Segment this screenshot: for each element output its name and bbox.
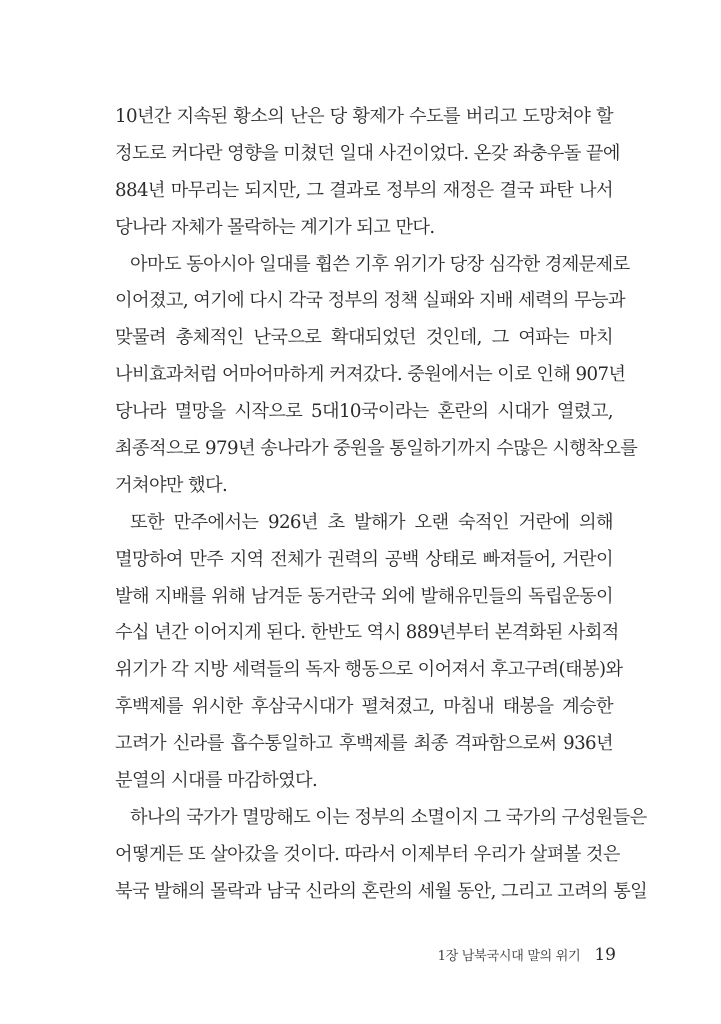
text-line: 고려가 신라를 흡수통일하고 후백제를 최종 격파함으로써 936년 (115, 733, 613, 755)
text-line: 또한 만주에서는 926년 초 발해가 오랜 숙적인 거란에 의해 (130, 511, 613, 533)
text-line: 위기가 각 지방 세력들의 독자 행동으로 이어져서 후고구려(태봉)와 (115, 659, 623, 681)
text-line: 나비효과처럼 어마어마하게 커져갔다. 중원에서는 이로 인해 907년 (115, 364, 626, 386)
text-line: 10년간 지속된 황소의 난은 당 황제가 수도를 버리고 도망쳐야 할 (115, 106, 613, 127)
text-line: 북국 발해의 몰락과 남국 신라의 혼란의 세월 동안, 그리고 고려의 통일 (115, 880, 648, 902)
text-line: 하나의 국가가 멸망해도 이는 정부의 소멸이지 그 국가의 구성원들은 (130, 806, 647, 828)
page-footer (438, 945, 616, 969)
page-number: 19 (594, 945, 616, 965)
text-line: 아마도 동아시아 일대를 휩쓴 기후 위기가 당장 심각한 경제문제로 (130, 253, 630, 275)
text-line: 최종적으로 979년 송나라가 중원을 통일하기까지 수많은 시행착오를 (115, 438, 638, 460)
text-line: 맞물려 총체적인 난국으로 확대되었던 것인데, 그 여파는 마치 (115, 327, 613, 349)
body-text (115, 99, 648, 911)
text-line: 발해 지배를 위해 남겨둔 동거란국 외에 발해유민들의 독립운동이 (115, 585, 613, 607)
text-line: 수십 년간 이어지게 된다. 한반도 역시 889년부터 본격화된 사회적 (115, 622, 619, 644)
text-line: 당나라 멸망을 시작으로 5대10국이라는 혼란의 시대가 열렸고, (115, 401, 613, 423)
text-line: 후백제를 위시한 후삼국시대가 펼쳐졌고, 마침내 태봉을 계승한 (115, 696, 613, 718)
running-head: 1장 남북국시대 말의 위기 (437, 949, 581, 964)
text-line: 멸망하여 만주 지역 전체가 권력의 공백 상태로 빠져들어, 거란이 (115, 548, 613, 570)
text-line: 884년 마무리는 되지만, 그 결과로 정부의 재정은 결국 파탄 나서 (115, 179, 613, 201)
text-line: 거쳐야만 했다. (115, 474, 228, 496)
text-line: 분열의 시대를 마감하였다. (115, 770, 318, 792)
text-line: 당나라 자체가 몰락하는 계기가 되고 만다. (115, 216, 435, 238)
text-line: 이어졌고, 여기에 다시 각국 정부의 정책 실패와 지배 세력의 무능과 (115, 290, 625, 312)
text-line: 어떻게든 또 살아갔을 것이다. 따라서 이제부터 우리가 살펴볼 것은 (115, 843, 620, 865)
text-line: 정도로 커다란 영향을 미쳤던 일대 사건이었다. 온갖 좌충우돌 끝에 (115, 142, 620, 164)
